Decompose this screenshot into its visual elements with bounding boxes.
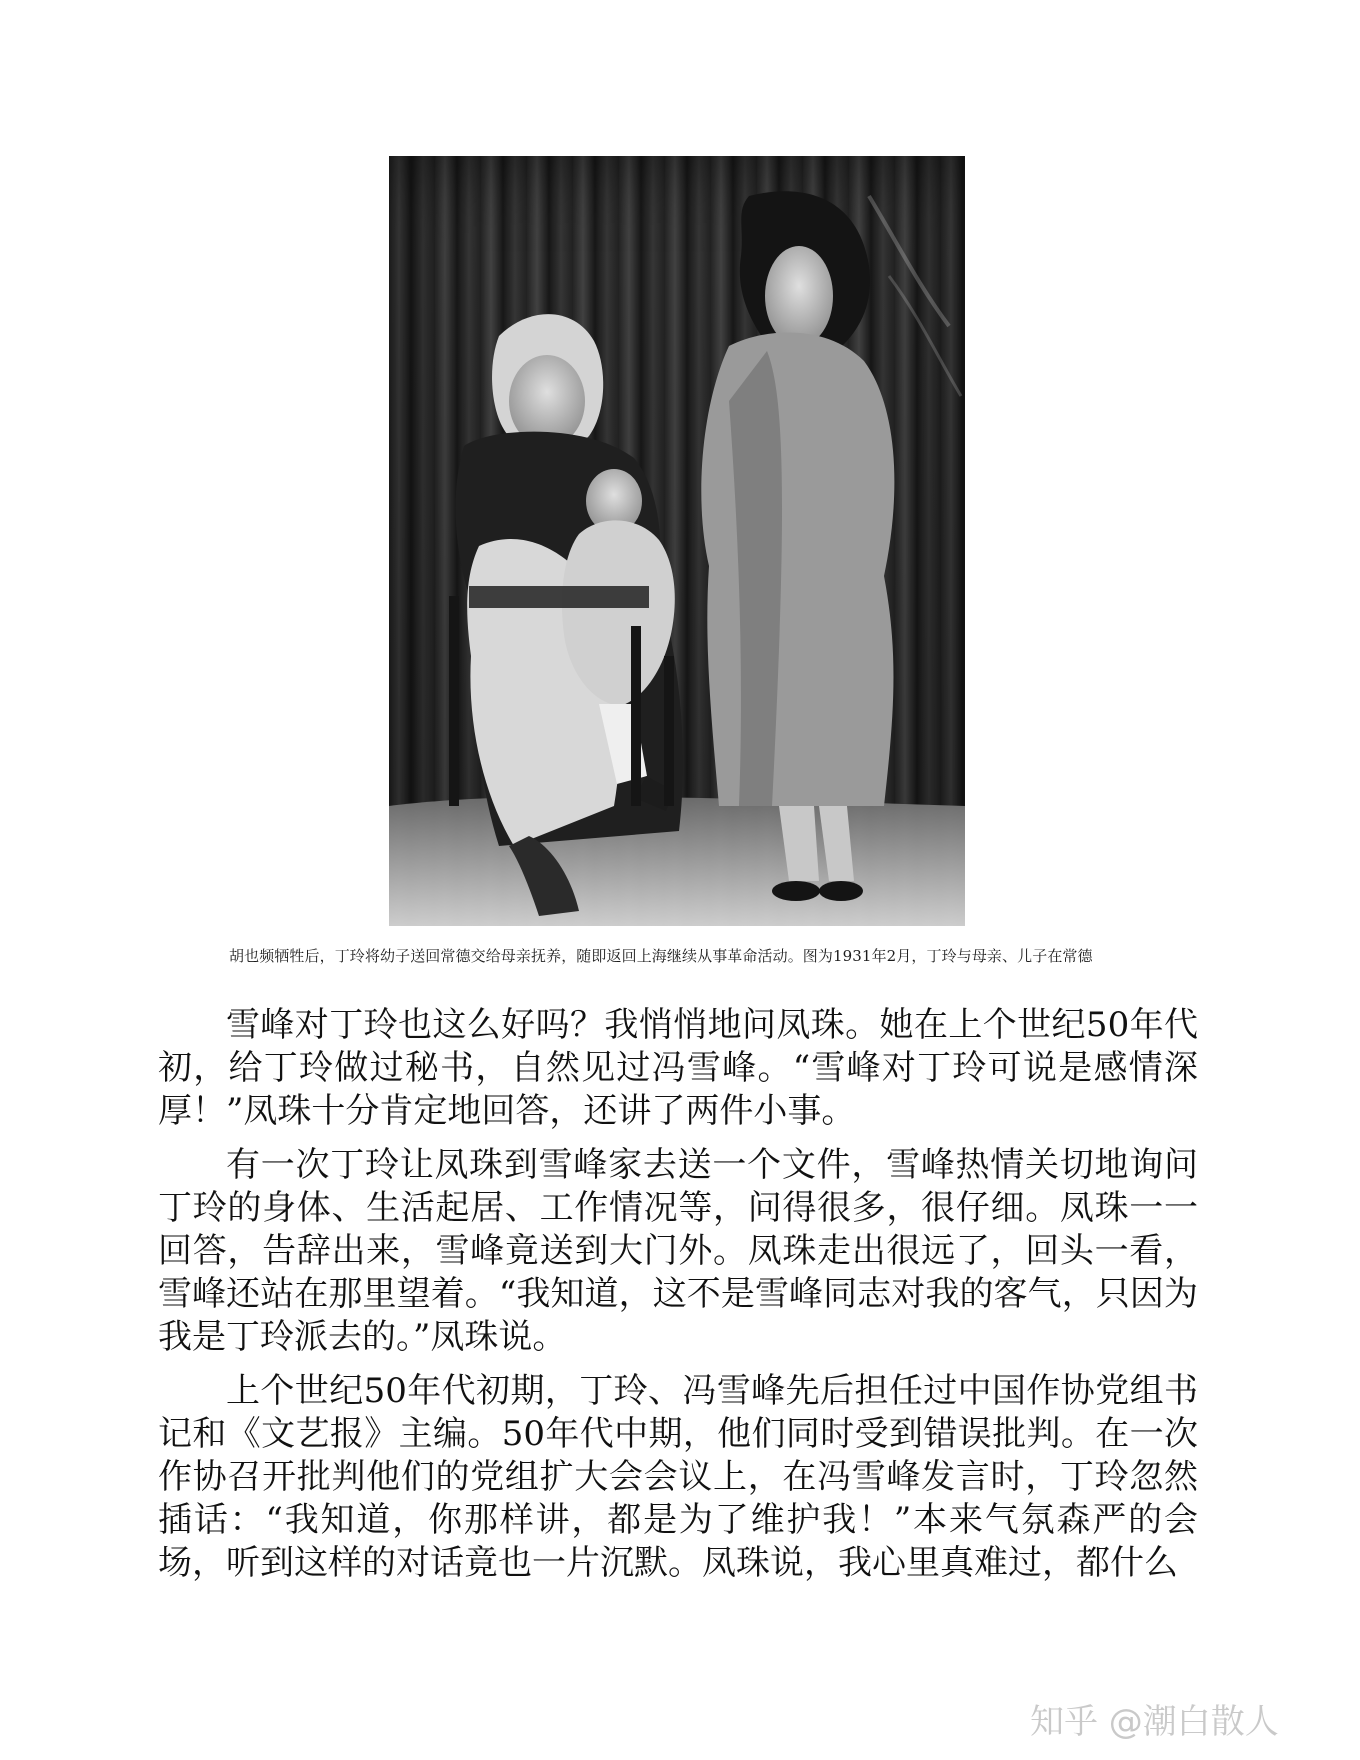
site-watermark: 知乎 @潮白散人 (1030, 1702, 1279, 1742)
photo-caption: 胡也频牺牲后，丁玲将幼子送回常德交给母亲抚养，随即返回上海继续从事革命活动。图为1931年2月，丁玲与母亲、儿子在常德 (229, 947, 1093, 965)
historical-photo (389, 156, 965, 926)
paragraph-2: 有一次丁玲让凤珠到雪峰家去送一个文件，雪峰热情关切地询问丁玲的身体、生活起居、工作情况等，问得很多，很仔细。凤珠一一回答，告辞出来，雪峰竟送到大门外。凤珠走出很远了，回头一看，雪峰还站在那里望着。“我知道，这不是雪峰同志对我的客气，只因为我是丁玲派去的。”凤珠说。 (158, 1145, 1198, 1357)
paragraph-1: 雪峰对丁玲也这么好吗？我悄悄地问凤珠。她在上个世纪50年代初，给丁玲做过秘书，自然见过冯雪峰。“雪峰对丁玲可说是感情深厚！”凤珠十分肯定地回答，还讲了两件小事。 (158, 1005, 1198, 1131)
article-body (158, 1004, 1198, 1596)
paragraph-3: 上个世纪50年代初期，丁玲、冯雪峰先后担任过中国作协党组书记和《文艺报》主编。50年代中期，他们同时受到错误批判。在一次作协召开批判他们的党组扩大会会议上，在冯雪峰发言时，丁玲忽然插话：“我知道，你那样讲，都是为了维护我！”本来气氛森严的会场，听到这样的对话竟也一片沉默。凤珠说，我心里真难过，都什么 (158, 1371, 1198, 1583)
family-portrait-icon (389, 156, 965, 926)
